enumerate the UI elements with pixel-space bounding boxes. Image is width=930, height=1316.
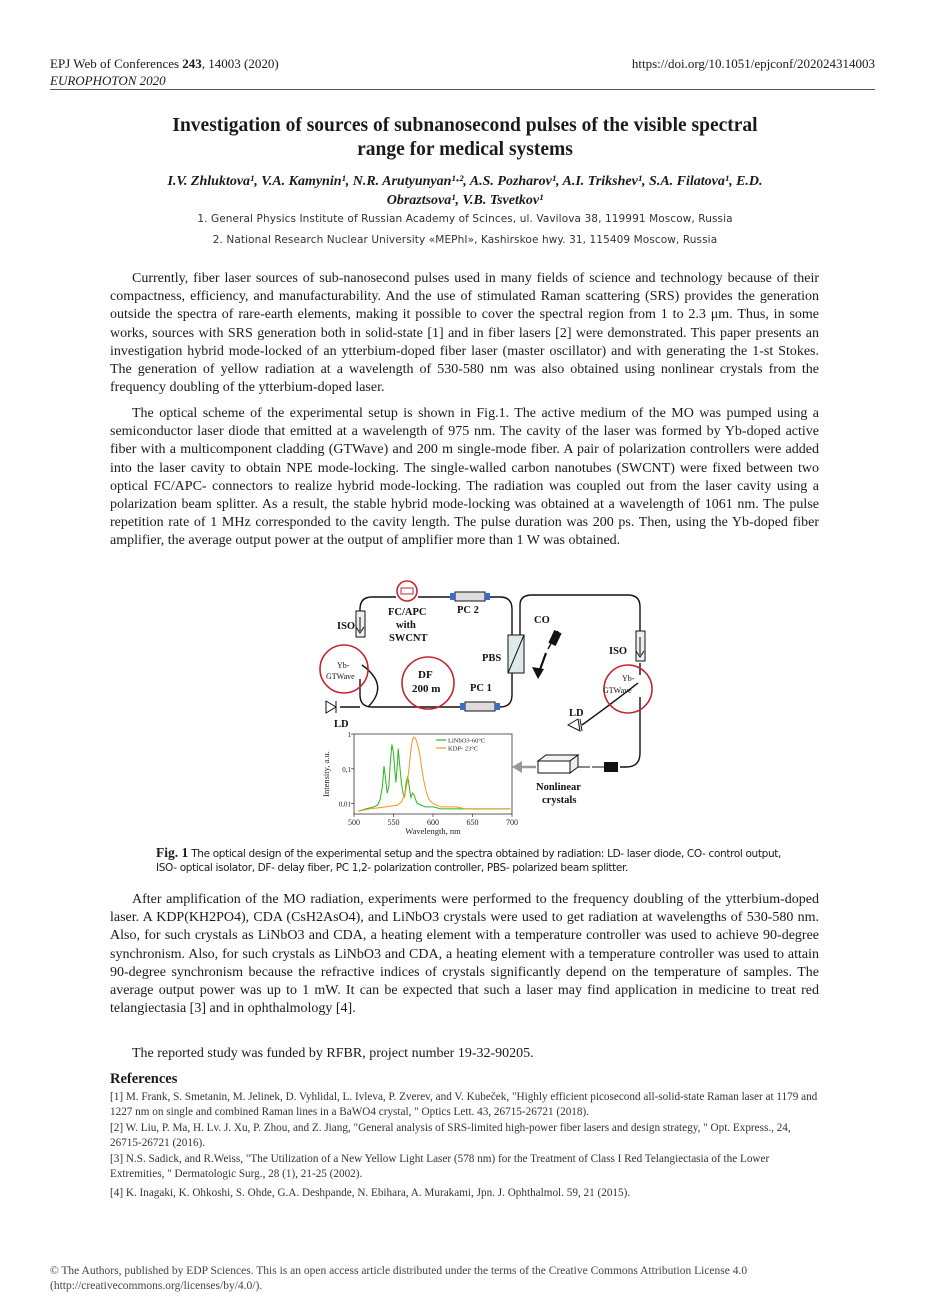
x-tick-label: 550 xyxy=(387,818,400,827)
output-collimator-icon xyxy=(604,762,618,772)
x-tick-label: 700 xyxy=(506,818,518,827)
reference-3: [3] N.S. Sadick, and R.Weiss, "The Utilization of a New Yellow Light Laser (578 nm) for the Treatment of Class I Red Telangiectasia of the Lower Extremities, " Dermatologic Surg., 28 (1), 21-25 (2002). xyxy=(110,1153,770,1180)
pc1-icon xyxy=(465,702,495,711)
laser-diode-left-icon xyxy=(326,701,336,713)
x-tick-label: 500 xyxy=(348,818,360,827)
label-df-length: 200 m xyxy=(412,683,441,695)
label-ld-left: LD xyxy=(334,719,349,730)
label-fcapc: FC/APC xyxy=(388,607,427,618)
reference-1: [1] M. Frank, S. Smetanin, M. Jelinek, D. Vyhlidal, L. Ivleva, P. Zverev, and V. Kubeček, "Highly efficient picosecond all-solid-state Raman laser at 1179 and 1227 nm on single and combined Raman lines in a BaWO4 crystal, " Optics Lett. 43, 26715-26721 (2018). xyxy=(110,1091,818,1118)
references-heading: References xyxy=(110,1071,178,1087)
label-nonlinear: Nonlinear xyxy=(536,782,581,793)
license-footer: © The Authors, published by EDP Sciences. This is an open access article distributed under the terms of the Creative Commons Attribution License 4.0 (http://creativecommons.org/licenses/by/4.0/). xyxy=(50,1265,748,1292)
pc2-icon xyxy=(455,592,485,601)
journal-citation: EPJ Web of Conferences 243, 14003 (2020) xyxy=(50,56,279,71)
label-pc2: PC 2 xyxy=(457,605,479,616)
label-yb-left-1: Yb- xyxy=(337,661,350,670)
y-tick-label: 1 xyxy=(347,731,351,739)
nonlinear-crystal-icon xyxy=(538,761,570,773)
label-swcnt: SWCNT xyxy=(389,633,428,644)
x-axis-label: Wavelength, nm xyxy=(405,826,461,836)
affiliation-1: 1. General Physics Institute of Russian Academy of Scinces, ul. Vavilova 38, 119991 Moscow, Russia xyxy=(197,213,733,225)
y-tick-label: 0,1 xyxy=(342,765,351,774)
spectrum-chart xyxy=(316,730,526,840)
label-pc1: PC 1 xyxy=(470,683,492,694)
reference-2: [2] W. Liu, P. Ma, H. Lv. J. Xu, P. Zhou, and Z. Jiang, "General analysis of SRS-limited high-power fiber lasers and design strategy, " Opt. Express., 24, 26715-26721 (2016). xyxy=(110,1122,791,1149)
label-ld-right: LD xyxy=(569,708,584,719)
legend-label-1: LiNbO3-60°C xyxy=(448,737,486,745)
x-tick-label: 600 xyxy=(427,818,439,827)
figure-caption: Fig. 1 The optical design of the experimental setup and the spectra obtained by radiation: LD- laser diode, CO- control output, ISO- optical isolator, DF- delay fiber, PC 1,2- polarization controller, PBS- polarized beam splitter. xyxy=(156,845,781,874)
header-rule xyxy=(50,89,875,90)
plot-frame xyxy=(354,734,512,814)
label-with: with xyxy=(396,620,416,631)
label-df: DF xyxy=(418,669,433,681)
label-yb-right-1: Yb- xyxy=(622,674,635,683)
label-co: CO xyxy=(534,615,550,626)
series-line-2 xyxy=(358,737,510,811)
paragraph-2: The optical scheme of the experimental setup is shown in Fig.1. The active medium of the MO was pumped using a semiconductor laser diode that emitted at a wavelength of 975 nm. The cavity of the laser was formed by Yb-doped active fiber with a multicomponent cladding (GTWave) and 200 m single-mode fiber. A pair of polarization controllers were added into the laser cavity to obtain NPE mode-locking. The single-walled carbon nanotubes (SWCNT) were fixed between two optical FC/APC- connectors to realize hybrid mode-locking. The radiation was coupled out from the laser cavity using a polarization beam splitter. As a result, the stable hybrid mode-locking was obtained at a wavelength of 1061 nm. The pulse repetition rate of 1 MHz corresponded to the cavity length. The pulse duration was 200 ps. Then, using the Yb-doped fiber amplifier, the average output power at the output of amplifier more than 1 W was obtained. xyxy=(110,406,819,549)
paragraph-1: Currently, fiber laser sources of sub-nanosecond pulses used in many fields of science and technology because of their compactness, efficiency, and manufacturability. And the use of stimulated Raman scattering (SRS) provides the generation outside the spectra of rare-earth elements, making it possible to cover the spectral region from 1 to 2.3 μm. Thus, in some works, sources with SRS generation both in solid-state [1] and in fiber lasers [2] were demonstrated. This paper presents an investigation hybrid mode-locked of an ytterbium-doped fiber laser (master oscillator) and with generating the 1-st Stokes. The generation of yellow radiation at a wavelength of 530-580 nm was also obtained using nonlinear crystals from the frequency doubling of the ytterbium-doped laser. xyxy=(110,271,819,396)
label-yb-left-2: GTWave xyxy=(326,672,355,681)
paragraph-4: The reported study was funded by RFBR, project number 19-32-90205. xyxy=(132,1046,534,1061)
x-tick-label: 650 xyxy=(466,818,479,827)
label-crystals: crystals xyxy=(542,795,577,806)
label-iso-right: ISO xyxy=(609,646,628,657)
paper-title: Investigation of sources of subnanosecond pulses of the visible spectral range for medical systems xyxy=(172,115,758,160)
y-tick-label: 0,01 xyxy=(338,800,351,809)
doi-link[interactable]: https://doi.org/10.1051/epjconf/202024314003 xyxy=(631,56,875,71)
affiliation-2: 2. National Research Nuclear University «MEPhI», Kashirskoe hwy. 31, 115409 Moscow, Russia xyxy=(212,234,718,246)
paragraph-3: After amplification of the MO radiation, experiments were performed to the frequency doubling of the ytterbium-doped laser. A KDP(KH2PO4), CDA (CsH2AsO4), and LiNbO3 crystals were used to get radiation at wavelengths of 530-580 nm. Also, for such crystals as LiNbO3 and CDA, a heating element with a temperature controller was used to achieve 90-degree synchronism. Also, for such crystals as LiNbO3 and CDA, a heating element with a temperature controller was used to attain 90-degree synchronism because the refractive indices of crystals significantly depend on the temperature of samples. The average output power was up to 1 mW. It can be expected that such a laser may find application in medicine to treat red telangiectasia [3] and in ophthalmology [4]. xyxy=(110,892,819,1017)
series-line-1 xyxy=(358,745,510,812)
legend-label-2: KDP- 23°C xyxy=(448,745,479,753)
label-pbs: PBS xyxy=(482,653,502,664)
label-iso-left: ISO xyxy=(337,621,356,632)
y-axis-label: Intensity, a.u. xyxy=(321,751,331,797)
authors: I.V. Zhluktova¹, V.A. Kamynin¹, N.R. Arutyunyan¹·², A.S. Pozharov¹, A.I. Trikshev¹, S.A. Filatova¹, E.D. Obraztsova¹, V.B. Tsvetkov¹ xyxy=(167,174,763,208)
label-yb-right-2: GTWave xyxy=(603,686,632,695)
conference-name: EUROPHOTON 2020 xyxy=(50,73,166,88)
laser-diode-right-icon xyxy=(568,719,582,731)
reference-4: [4] K. Inagaki, K. Ohkoshi, S. Ohde, G.A. Deshpande, N. Ebihara, A. Murakami, Jpn. J. Ophthalmol. 59, 21 (2015). xyxy=(110,1187,631,1199)
